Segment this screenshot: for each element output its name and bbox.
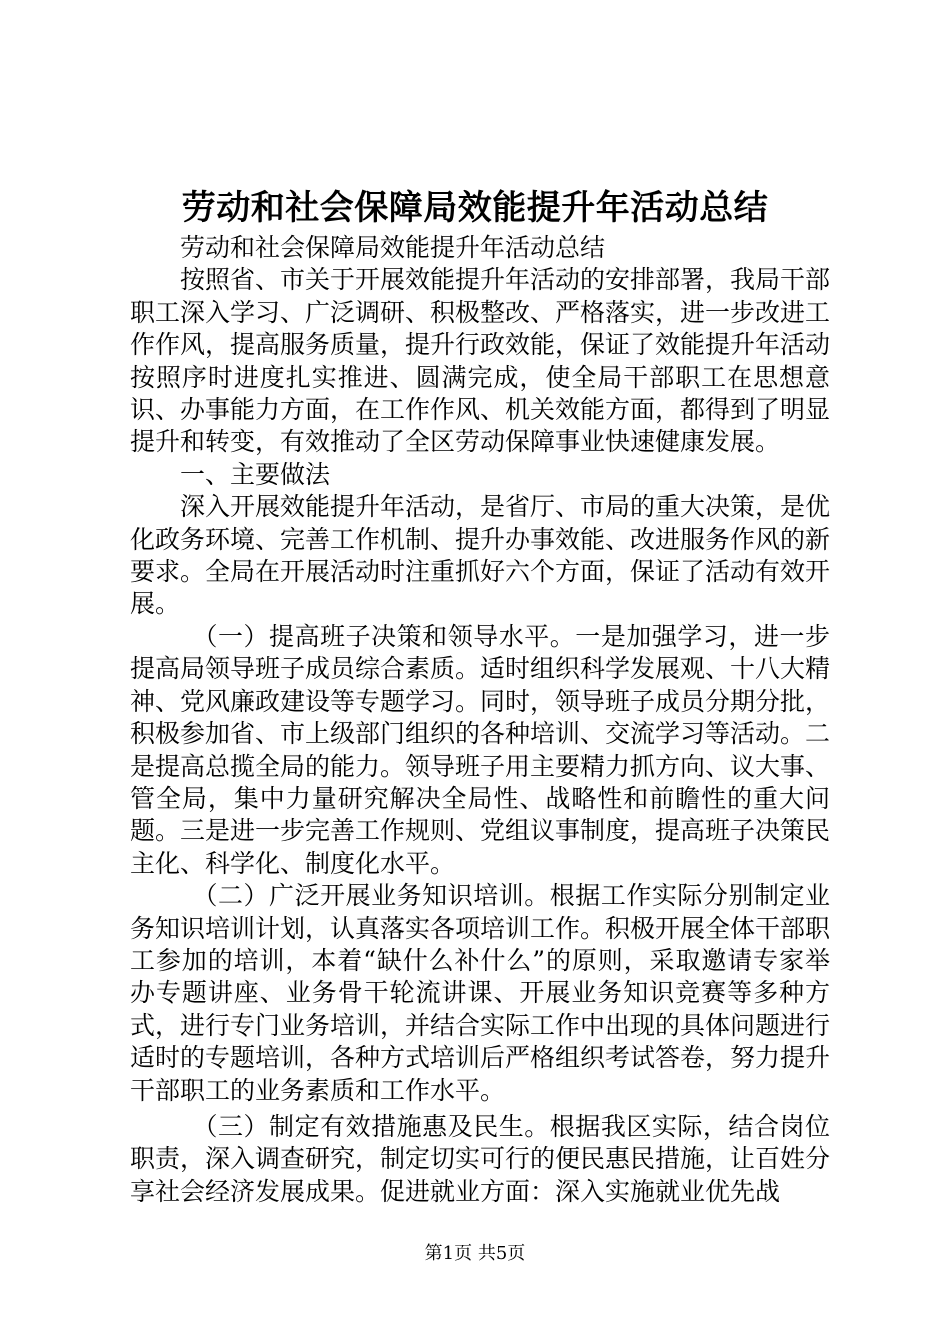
paragraph-item-3: （三）制定有效措施惠及民生。根据我区实际，结合岗位职责，深入调查研究，制定切实可行的便民惠民措施，让百姓分享社会经济发展成果。促进就业方面：深入实施就业优先战 [130, 1111, 831, 1206]
paragraph-item-2: （二）广泛开展业务知识培训。根据工作实际分别制定业务知识培训计划，认真落实各项培训工作。积极开展全体干部职工参加的培训，本着“缺什么补什么”的原则，采取邀请专家举办专题讲座、业务骨干轮流讲课、开展业务知识竞赛等多种方式，进行专门业务培训，并结合实际工作中出现的具体问题进行适时的专题培训，各种方式培训后严格组织考试答卷，努力提升干部职工的业务素质和工作水平。 [130, 881, 831, 1105]
paragraph-overview: 深入开展效能提升年活动，是省厅、市局的重大决策，是优化政务环境、完善工作机制、提升办事效能、改进服务作风的新要求。全局在开展活动时注重抓好六个方面，保证了活动有效开展。 [130, 492, 831, 619]
paragraph-subtitle: 劳动和社会保障局效能提升年活动总结 [180, 233, 606, 262]
paragraph-item-1: （一）提高班子决策和领导水平。一是加强学习，进一步提高局领导班子成员综合素质。适时组织科学发展观、十八大精神、党风廉政建设等专题学习。同时，领导班子成员分期分批，积极参加省、市上级部门组织的各种培训、交流学习等活动。二是提高总揽全局的能力。领导班子用主要精力抓方向、议大事、管全局，集中力量研究解决全局性、战略性和前瞻性的重大问题。三是进一步完善工作规则、党组议事制度，提高班子决策民主化、科学化、制度化水平。 [130, 621, 831, 878]
page-number-footer: 第1页 共5页 [424, 1243, 526, 1264]
document-body [130, 232, 830, 1208]
section-heading-main-practices: 一、主要做法 [180, 459, 331, 489]
paragraph-intro: 按照省、市关于开展效能提升年活动的安排部署，我局干部职工深入学习、广泛调研、积极整改、严格落实，进一步改进工作作风，提高服务质量，提升行政效能，保证了效能提升年活动按照序时进度扎实推进、圆满完成，使全局干部职工在思想意识、办事能力方面，在工作作风、机关效能方面，都得到了明显提升和转变，有效推动了全区劳动保障事业快速健康发展。 [130, 265, 831, 457]
document-title: 劳动和社会保障局效能提升年活动总结 [181, 188, 769, 228]
